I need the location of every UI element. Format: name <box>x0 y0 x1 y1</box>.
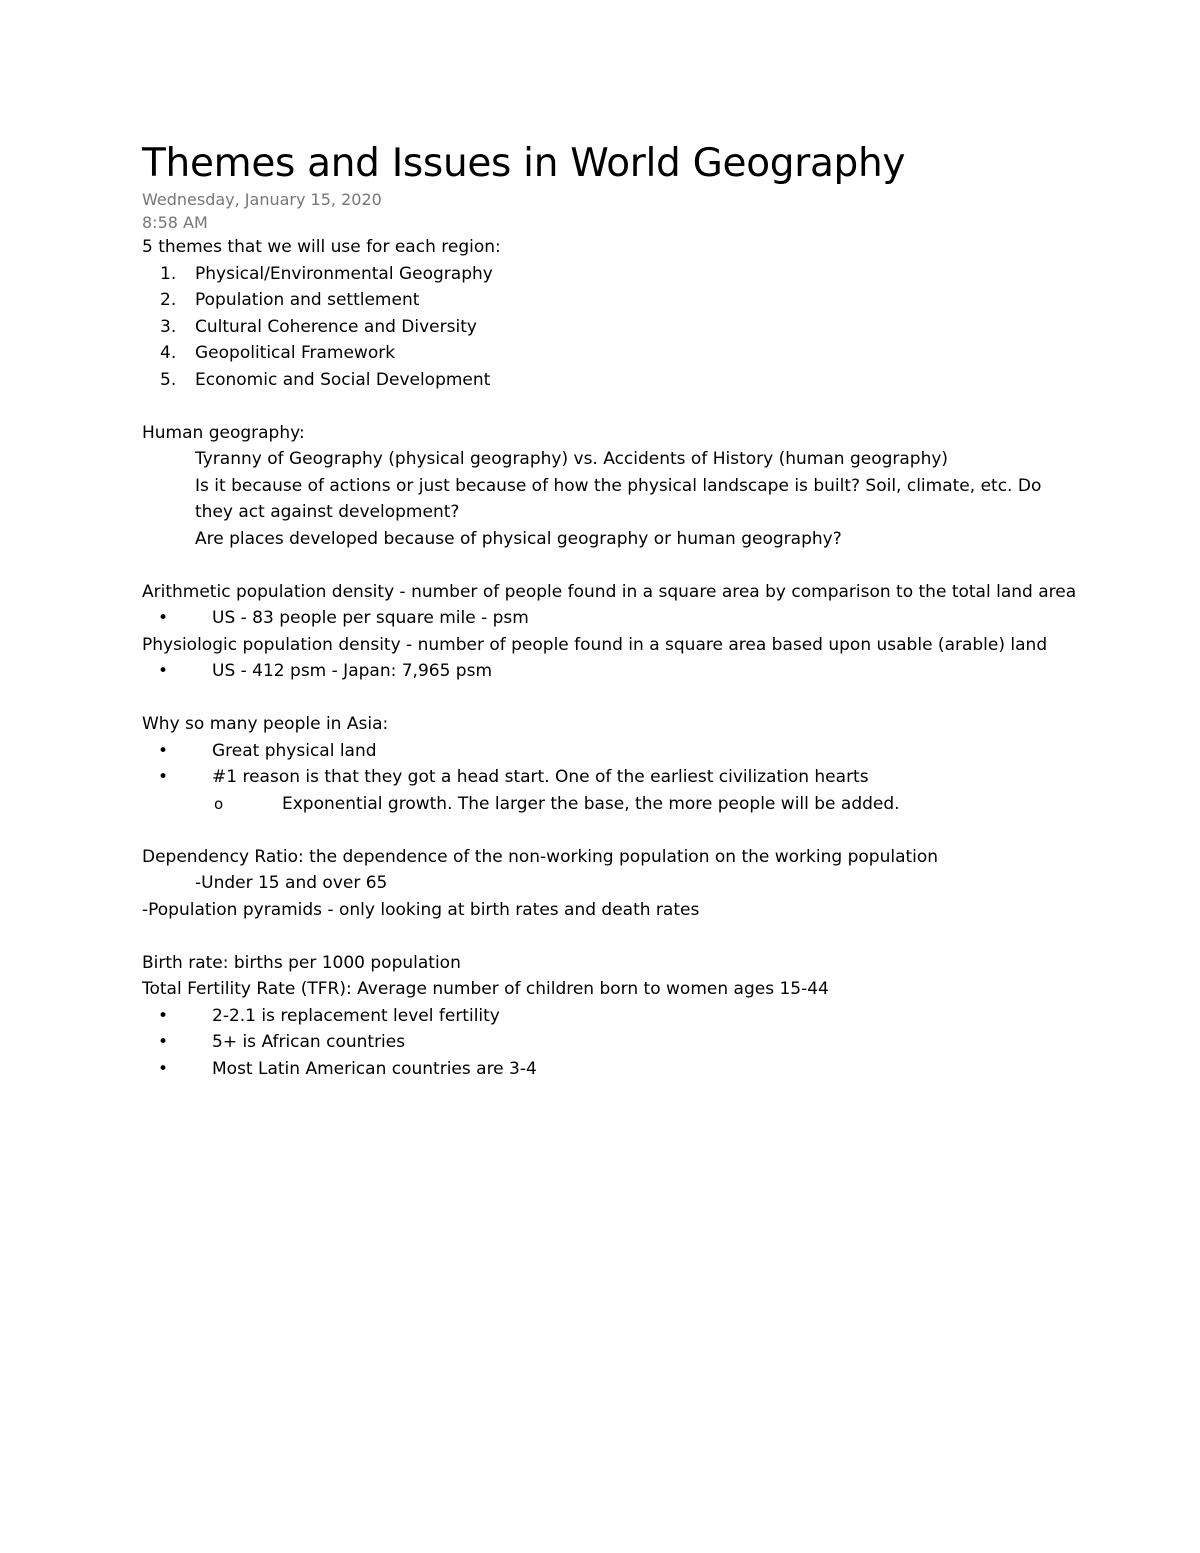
list-item <box>142 605 1082 632</box>
theme-item <box>142 367 1082 394</box>
spacer <box>142 552 1082 579</box>
list-item <box>142 738 1082 765</box>
sub-list-item <box>142 791 1082 818</box>
physiologic-density-definition: Physiologic population density - number of people found in a square area based upon usable (arable) land <box>142 634 1048 655</box>
spacer <box>142 817 1082 844</box>
list-item <box>142 764 1082 791</box>
list-number: 4. <box>160 343 177 363</box>
theme-text: Physical/Environmental Geography <box>195 263 493 284</box>
note-page <box>142 140 1082 1082</box>
themes-intro: 5 themes that we will use for each region: <box>142 237 501 257</box>
theme-text: Population and settlement <box>195 290 420 310</box>
bullet-icon: • <box>158 740 169 761</box>
birth-rate-definition: Birth rate: births per 1000 population <box>142 952 461 973</box>
spacer <box>142 685 1082 712</box>
bullet-icon: • <box>158 608 169 628</box>
arithmetic-density-definition: Arithmetic population density - number of people found in a square area by comparison to the total land area <box>142 581 1077 602</box>
list-item-text: US - 83 people per square mile - psm <box>212 608 529 628</box>
dependency-ratio-definition: Dependency Ratio: the dependence of the non-working population on the working population <box>142 846 939 867</box>
asia-heading: Why so many people in Asia: <box>142 714 389 734</box>
list-item-text: Most Latin American countries are 3-4 <box>212 1058 537 1079</box>
note-time: 8:58 AM <box>142 213 208 232</box>
spacer <box>142 393 1082 420</box>
dependency-ratio-note: -Under 15 and over 65 <box>195 873 388 893</box>
theme-item <box>142 261 1082 288</box>
human-geography-line: Are places developed because of physical geography or human geography? <box>195 528 842 549</box>
human-geography-line: Is it because of actions or just because of how the physical landscape is built? Soil, climate, etc. Do they act against development? <box>195 475 1042 522</box>
bullet-icon: • <box>158 1032 169 1052</box>
human-geography-line: Tyranny of Geography (physical geography) vs. Accidents of History (human geography) <box>195 449 949 469</box>
theme-text: Geopolitical Framework <box>195 343 396 363</box>
bullet-icon: • <box>158 1005 169 1026</box>
list-item <box>142 1056 1082 1083</box>
page-title: Themes and Issues in World Geography <box>142 141 906 186</box>
list-item-text: #1 reason is that they got a head start. One of the earliest civilization hearts <box>212 767 869 787</box>
bullet-icon: • <box>158 767 169 787</box>
population-pyramids-note: -Population pyramids - only looking at birth rates and death rates <box>142 899 700 920</box>
theme-item <box>142 314 1082 341</box>
list-item-text: 2-2.1 is replacement level fertility <box>212 1005 500 1026</box>
list-item-text: US - 412 psm - Japan: 7,965 psm <box>212 661 493 681</box>
list-number: 2. <box>160 290 177 310</box>
list-item-text: Great physical land <box>212 740 377 761</box>
spacer <box>142 923 1082 950</box>
human-geography-heading: Human geography: <box>142 422 305 443</box>
list-number: 5. <box>160 369 177 390</box>
theme-item <box>142 287 1082 314</box>
theme-text: Economic and Social Development <box>195 369 491 390</box>
tfr-definition: Total Fertility Rate (TFR): Average number of children born to women ages 15-44 <box>142 979 829 999</box>
list-number: 3. <box>160 316 177 337</box>
list-item <box>142 1029 1082 1056</box>
list-item <box>142 1003 1082 1030</box>
list-number: 1. <box>160 263 177 284</box>
bullet-icon: • <box>158 661 169 681</box>
list-item-text: 5+ is African countries <box>212 1032 406 1052</box>
note-date: Wednesday, January 15, 2020 <box>142 190 382 209</box>
theme-item <box>142 340 1082 367</box>
list-item <box>142 658 1082 685</box>
bullet-icon: • <box>158 1058 169 1079</box>
sub-list-item-text: Exponential growth. The larger the base, the more people will be added. <box>282 793 900 814</box>
theme-text: Cultural Coherence and Diversity <box>195 316 477 337</box>
circle-bullet-icon: o <box>214 794 224 813</box>
